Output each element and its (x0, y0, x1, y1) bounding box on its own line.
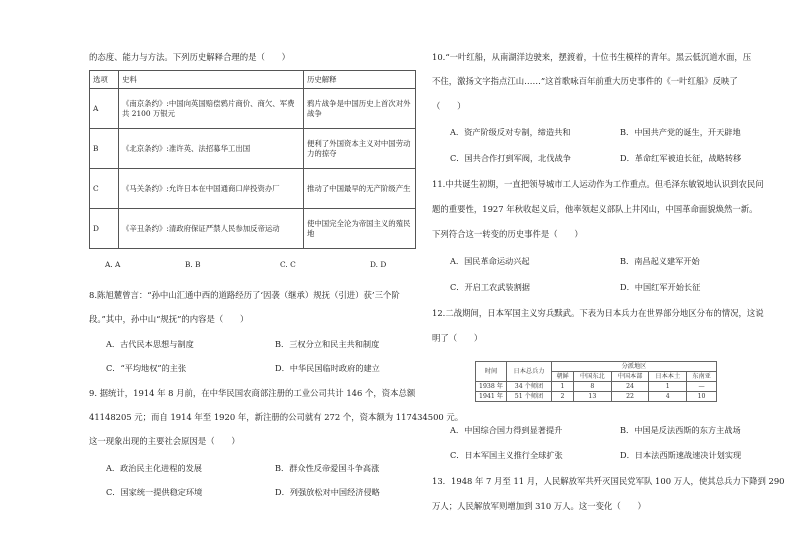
q7-cell-opt: A (90, 89, 119, 129)
q12-cell: 34 个师团 (507, 382, 552, 392)
q12-region: 日本本土 (649, 372, 687, 382)
table-row (476, 382, 717, 392)
q12-region: 东南亚 (687, 372, 717, 382)
q7-cell-explain: 使中国完全沦为帝国主义的殖民地 (304, 209, 416, 249)
q11-option-a[interactable]: A．国民革命运动兴起 (450, 256, 530, 266)
q12-header-group: 分派地区 (552, 362, 717, 372)
q7-cell-source: 《南京条约》:中国向英国赔偿鸦片商价、商欠、军费共 2100 万银元 (119, 89, 304, 129)
q12-cell: 24 (611, 382, 649, 392)
q7-cell-explain: 便利了外国资本主义对中国劳动力的掠夺 (304, 129, 416, 169)
table-row (90, 89, 416, 129)
q12-cell: 8 (574, 382, 612, 392)
q10-option-b[interactable]: B．中国共产党的诞生，开天辟地 (620, 127, 741, 137)
q12-cell: 13 (574, 392, 612, 402)
q9-line1: 9. 据统计，1914 年 8 月前，在中华民国农商部注册的工业公司共计 146 个，资本总额 (89, 388, 416, 398)
q7-header-explain: 历史解释 (304, 71, 416, 89)
q9-line2: 41148205 元；而自 1914 年至 1920 年，新注册的公司就有 272 个，资本额为 117434500 元。 (89, 412, 464, 422)
q7-cell-opt: C (90, 169, 119, 209)
table-row (476, 392, 717, 402)
table-row (90, 209, 416, 249)
q11-line2: 题的重要性，1927 年秋收起义后，他率领起义部队上井冈山，中国革命面貌焕然一新。 (432, 204, 758, 214)
q12-option-c[interactable]: C．日本军国主义推行全球扩张 (450, 450, 563, 460)
q10-option-a[interactable]: A．资产阶级反对专制，缔造共和 (450, 127, 571, 137)
q9-option-a[interactable]: A．政治民主化进程的发展 (106, 463, 202, 473)
q12-option-b[interactable]: B．中国是反法西斯的东方主战场 (620, 425, 741, 435)
q7-cell-source: 《北京条约》:准许英、法招募华工出国 (119, 129, 304, 169)
q12-region: 中国本部 (611, 372, 649, 382)
q10-option-d[interactable]: D．革命红军被迫长征，战略转移 (620, 153, 742, 163)
q10-line2: 不住，激扬文字指点江山……”这首歌咏百年前重大历史事件的《一叶红船》反映了 (432, 76, 738, 86)
table-row (90, 169, 416, 209)
q12-cell: 2 (552, 392, 574, 402)
q7-header-option: 选项 (90, 71, 119, 89)
q7-cell-explain: 推动了中国最早的无产阶级产生 (304, 169, 416, 209)
q7-table (89, 70, 416, 249)
q11-option-b[interactable]: B．南昌起义建军开始 (620, 256, 700, 266)
q13-line1: 13．1948 年 7 月至 11 月，人民解放军共歼灭国民党军队 100 万人，使其总兵力下降到 290 (432, 476, 785, 486)
q8-option-d[interactable]: D．中华民国临时政府的建立 (275, 363, 380, 373)
q12-cell: 1938 年 (476, 382, 507, 392)
q11-option-d[interactable]: D．中国红军开始长征 (620, 282, 701, 292)
q12-cell: 4 (649, 392, 687, 402)
q7-cell-opt: B (90, 129, 119, 169)
q8-line1: 8.陈旭麓曾言：“孙中山汇通中西的道路经历了‘因袭（继承）规抚（引进）获’三个阶 (89, 290, 400, 300)
q7-header-source: 史料 (119, 71, 304, 89)
q12-line2: 明了（ ） (432, 333, 483, 343)
q12-header-total: 日本总兵力 (507, 362, 552, 382)
q8-option-b[interactable]: B．三权分立和民主共和制度 (275, 339, 380, 349)
q10-line1: 10.“一叶红船，从南湖洋边驶来，摆渡着，十位书生模样的青年。黑云低沉道水面，压 (432, 52, 752, 62)
q9-option-b[interactable]: B．群众性反帝爱国斗争高涨 (275, 463, 380, 473)
q12-line1: 12.二战期间，日本军国主义穷兵黩武。下表为日本兵力在世界部分地区分布的情况，这说 (432, 308, 764, 318)
q12-cell: 1 (649, 382, 687, 392)
q12-table (475, 361, 717, 402)
q12-cell: 10 (687, 392, 717, 402)
q12-cell: 22 (611, 392, 649, 402)
q11-line3: 下列符合这一转变的历史事件是（ ） (432, 229, 583, 239)
q7-cell-explain: 鸦片战争是中国历史上首次对外战争 (304, 89, 416, 129)
q11-line1: 11.中共诞生初期，一直把领导城市工人运动作为工作重点。但毛泽东敏锐地认识到农民问 (432, 179, 764, 189)
q7-cell-opt: D (90, 209, 119, 249)
q7-option-d[interactable]: D. D (370, 260, 387, 269)
q12-region: 朝鲜 (552, 372, 574, 382)
q12-cell: 1 (552, 382, 574, 392)
q7-intro: 的态度、能力与方法。下列历史解释合理的是（ ） (89, 52, 290, 62)
q7-option-b[interactable]: B. B (185, 260, 201, 269)
q7-cell-source: 《辛丑条约》:清政府保证严禁人民参加反帝运动 (119, 209, 304, 249)
q9-line3: 这一现象出现的主要社会原因是（ ） (89, 436, 240, 446)
q10-line3: （ ） (432, 101, 466, 111)
table-row (90, 129, 416, 169)
q12-cell: — (687, 382, 717, 392)
q8-line2: 段。”其中，孙中山“规抚”的内容是（ ） (89, 314, 249, 324)
q9-option-d[interactable]: D．列强放松对中国经济侵略 (275, 487, 380, 497)
q12-option-d[interactable]: D．日本法西斯速战速决计划实现 (620, 450, 742, 460)
q7-option-c[interactable]: C. C (280, 260, 296, 269)
q12-cell: 1941 年 (476, 392, 507, 402)
q10-option-c[interactable]: C．国共合作打到军阀，北伐战争 (450, 153, 571, 163)
q7-option-a[interactable]: A. A (105, 260, 121, 269)
q11-option-c[interactable]: C．开启工农武装割据 (450, 282, 530, 292)
q9-option-c[interactable]: C．国家统一提供稳定环境 (106, 487, 203, 497)
q12-header-time: 时间 (476, 362, 507, 382)
q13-line2: 万人；人民解放军则增加到 310 万人。这一变化（ ） (432, 501, 646, 511)
q12-cell: 51 个师团 (507, 392, 552, 402)
q8-option-a[interactable]: A．古代民本思想与制度 (106, 339, 194, 349)
q12-region: 中国东北 (574, 372, 612, 382)
q7-cell-source: 《马关条约》:允许日本在中国通商口岸投资办厂 (119, 169, 304, 209)
q12-option-a[interactable]: A．中国综合国力得到显著提升 (450, 425, 563, 435)
q8-option-c[interactable]: C．“平均地权”的主张 (106, 363, 187, 373)
